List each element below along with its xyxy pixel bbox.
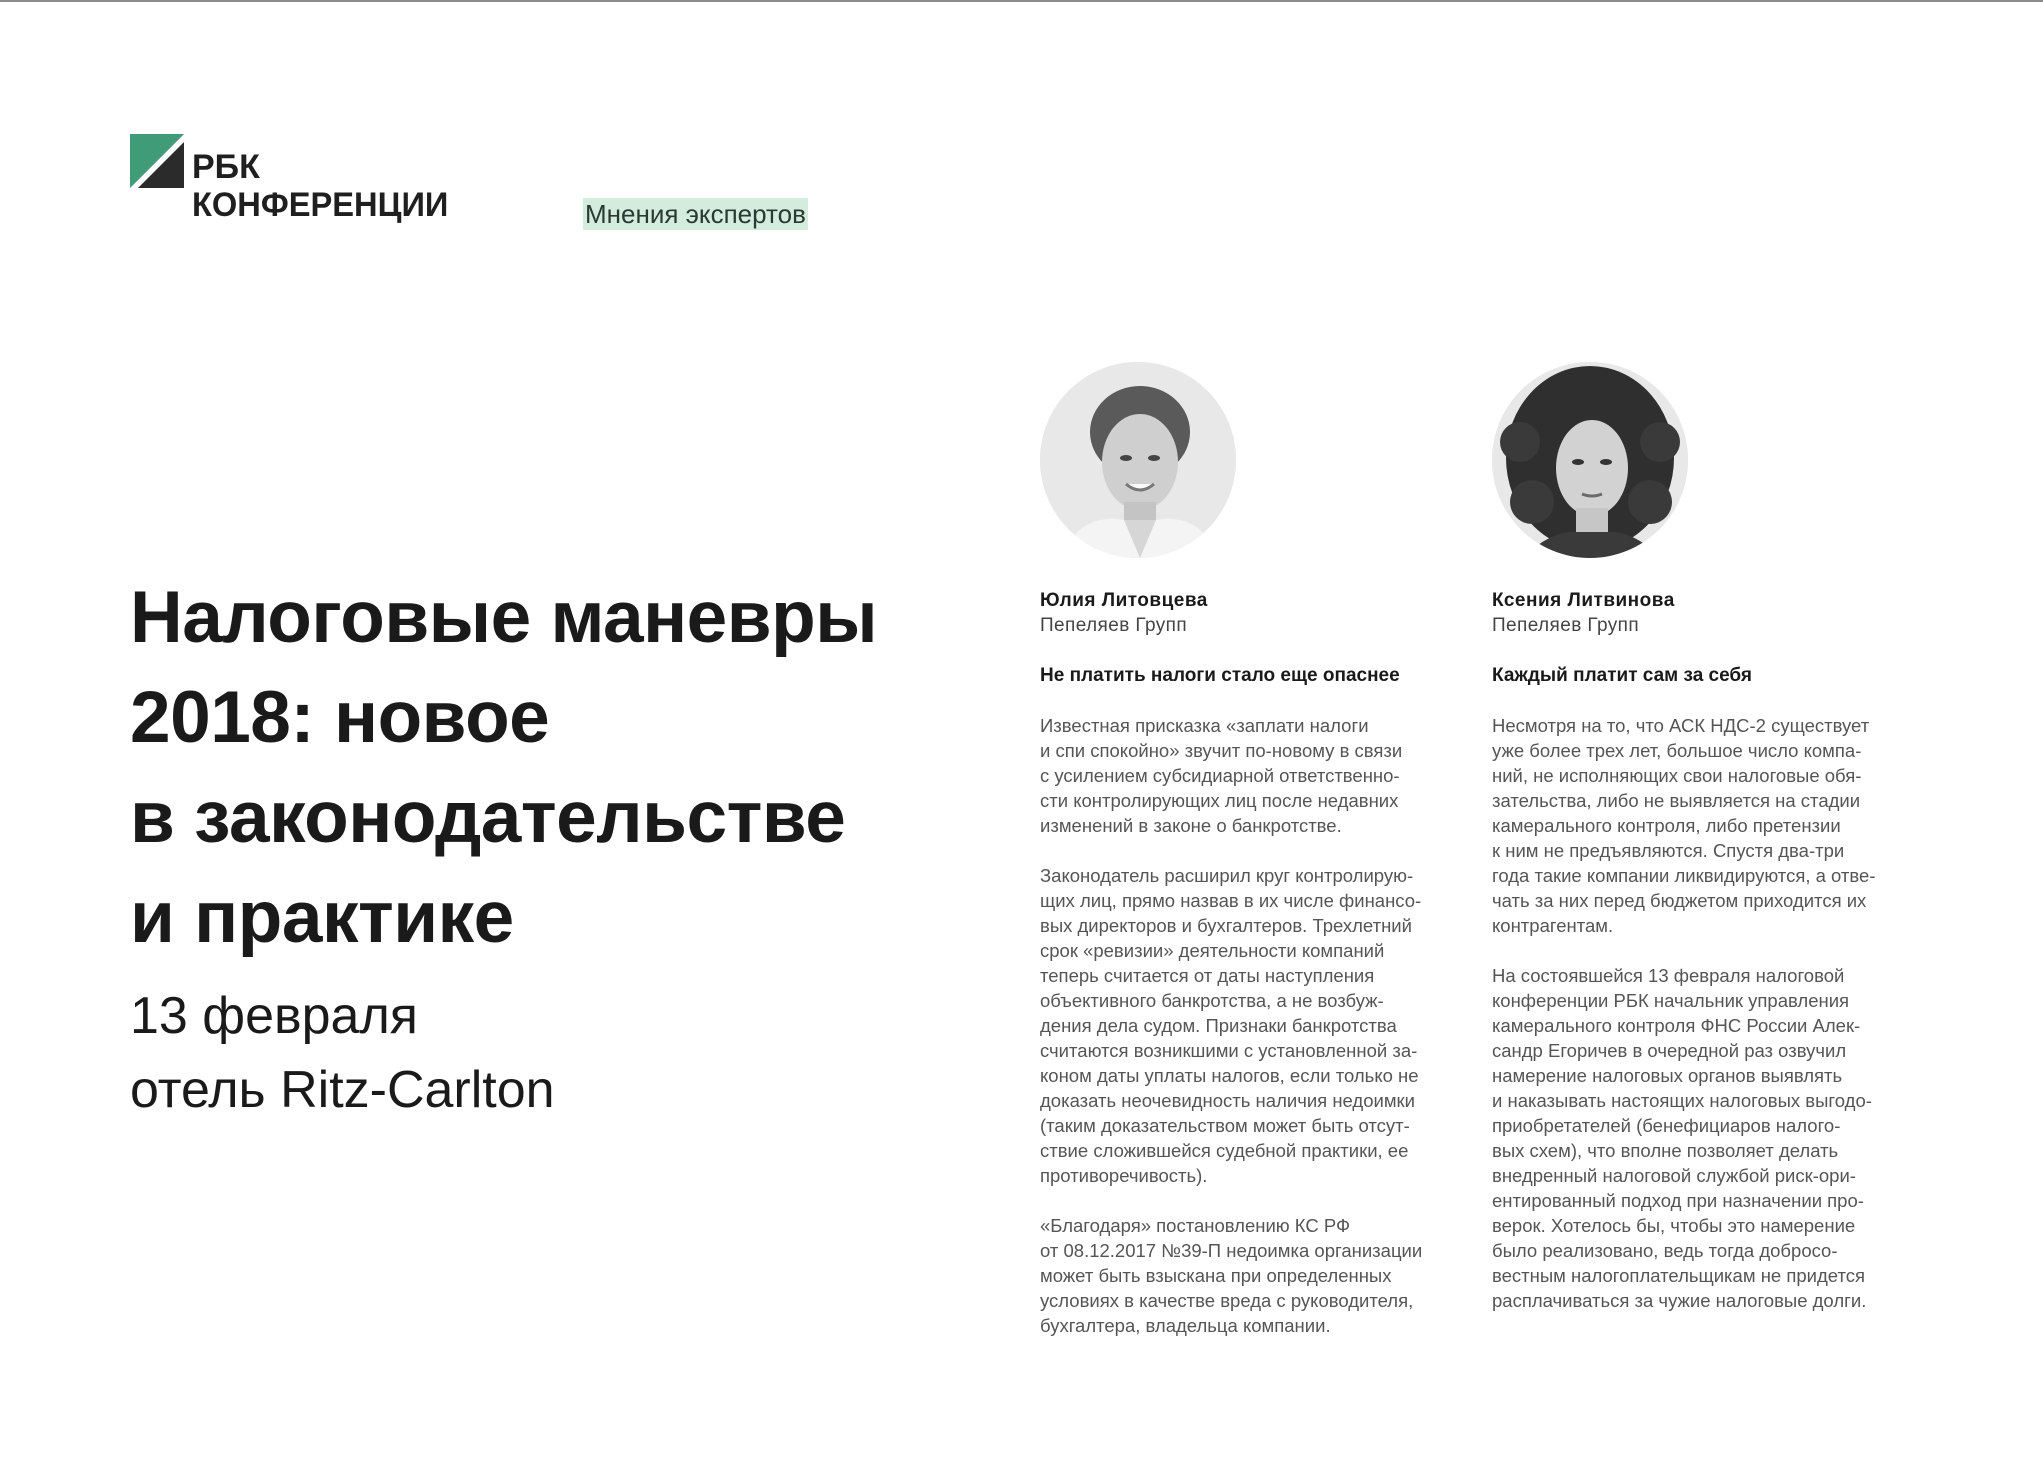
body-line: года такие компании ликвидируются, а отве- [1492, 865, 1876, 886]
expert-headline: Каждый платит сам за себя [1492, 665, 1752, 686]
expert-company: Пепеляев Групп [1040, 615, 1188, 636]
body-line: зательства, либо не выявляется на стадии [1492, 790, 1861, 811]
body-line: было реализовано, ведь тогда добросо- [1492, 1240, 1838, 1261]
body-paragraph [1040, 713, 1470, 838]
portrait-icon [1040, 362, 1236, 558]
body-line: и наказывать настоящих налоговых выгодо- [1492, 1090, 1872, 1111]
body-line: камерального контроля ФНС России Алек- [1492, 1015, 1861, 1036]
event-date: 13 февраля [130, 987, 418, 1045]
body-line: от 08.12.2017 №39-П недоимка организации [1040, 1240, 1423, 1261]
body-line: считаются возникшими с установленной за- [1040, 1040, 1418, 1061]
body-line: условиях в качестве вреда с руководителя, [1040, 1290, 1414, 1311]
expert-body [1492, 713, 1922, 1338]
body-line: расплачиваться за чужие налоговые долги. [1492, 1290, 1867, 1311]
expert-headline: Не платить налоги стало еще опаснее [1040, 665, 1400, 686]
body-line: уже более трех лет, большое число компа- [1492, 740, 1862, 761]
body-paragraph [1492, 963, 1922, 1313]
body-line: внедренный налоговой службой риск-ори- [1492, 1165, 1856, 1186]
title-line: Налоговые маневры [130, 577, 878, 658]
logo-text-rbc: РБК [192, 148, 260, 186]
body-line: изменений в законе о банкротстве. [1040, 815, 1342, 836]
body-line: намерение налоговых органов выявлять [1492, 1065, 1843, 1086]
body-line: бухгалтера, владельца компании. [1040, 1315, 1331, 1336]
rbc-logo-mark-icon [130, 134, 184, 188]
body-line: ствие сложившейся судебной практики, ее [1040, 1140, 1409, 1161]
portrait-icon [1492, 362, 1688, 558]
title-line: в законодательстве [130, 777, 846, 858]
body-line: вых директоров и бухгалтеров. Трехлетний [1040, 915, 1412, 936]
body-line: может быть взыскана при определенных [1040, 1265, 1392, 1286]
body-line: противоречивость). [1040, 1165, 1208, 1186]
body-line: Несмотря на то, что АСК НДС-2 существует [1492, 715, 1870, 736]
body-line: Законодатель расширил круг контролирую- [1040, 865, 1414, 886]
rbc-conferences-logo [130, 134, 490, 234]
expert-name: Юлия Литовцева [1040, 590, 1208, 611]
title-line: и практике [130, 877, 514, 958]
page-title [130, 568, 960, 968]
body-line: доказать неочевидность наличия недоимки [1040, 1090, 1415, 1111]
body-line: конференции РБК начальник управления [1492, 990, 1850, 1011]
expert-body [1040, 713, 1470, 1363]
body-line: чать за них перед бюджетом приходится их [1492, 890, 1867, 911]
body-line: (таким доказательством может быть отсут- [1040, 1115, 1410, 1136]
expert-company: Пепеляев Групп [1492, 615, 1640, 636]
body-line: дения дела судом. Признаки банкротства [1040, 1015, 1397, 1036]
body-paragraph [1040, 1213, 1470, 1338]
body-line: теперь считается от даты наступления [1040, 965, 1375, 986]
body-line: Известная присказка «заплати налоги [1040, 715, 1369, 736]
body-line: сандр Егоричев в очередной раз озвучил [1492, 1040, 1847, 1061]
expert-name: Ксения Литвинова [1492, 590, 1675, 611]
title-line: 2018: новое [130, 677, 550, 758]
expert-photo [1040, 362, 1236, 558]
logo-text-conferences: КОНФЕРЕНЦИИ [192, 186, 449, 224]
body-line: верок. Хотелось бы, чтобы это намерение [1492, 1215, 1856, 1236]
body-line: На состоявшейся 13 февраля налоговой [1492, 965, 1845, 986]
body-line: приобретателей (бенефициаров налого- [1492, 1115, 1841, 1136]
body-line: коном даты уплаты налогов, если только не [1040, 1065, 1419, 1086]
body-line: «Благодаря» постановлению КС РФ [1040, 1215, 1351, 1236]
top-rule [0, 0, 2043, 2]
expert-photo [1492, 362, 1688, 558]
body-line: контрагентам. [1492, 915, 1614, 936]
body-line: с усилением субсидиарной ответственно- [1040, 765, 1400, 786]
body-line: ентированный подход при назначении про- [1492, 1190, 1864, 1211]
body-line: к ним не предъявляются. Спустя два-три [1492, 840, 1845, 861]
body-line: и спи спокойно» звучит по-новому в связи [1040, 740, 1403, 761]
body-line: срок «ревизии» деятельности компаний [1040, 940, 1385, 961]
body-line: объективного банкротства, а не возбуж- [1040, 990, 1384, 1011]
body-line: сти контролирующих лиц после недавних [1040, 790, 1399, 811]
body-paragraph [1040, 863, 1470, 1188]
event-venue: отель Ritz-Carlton [130, 1061, 555, 1119]
section-tag: Мнения экспертов [585, 199, 806, 229]
body-line: щих лиц, прямо назвав в их числе финансо- [1040, 890, 1422, 911]
body-line: вых схем), что вполне позволяет делать [1492, 1140, 1839, 1161]
body-line: ний, не исполняющих свои налоговые обя- [1492, 765, 1862, 786]
body-line: камерального контроля, либо претензии [1492, 815, 1841, 836]
body-paragraph [1492, 713, 1922, 938]
body-line: вестным налогоплательщикам не придется [1492, 1265, 1865, 1286]
